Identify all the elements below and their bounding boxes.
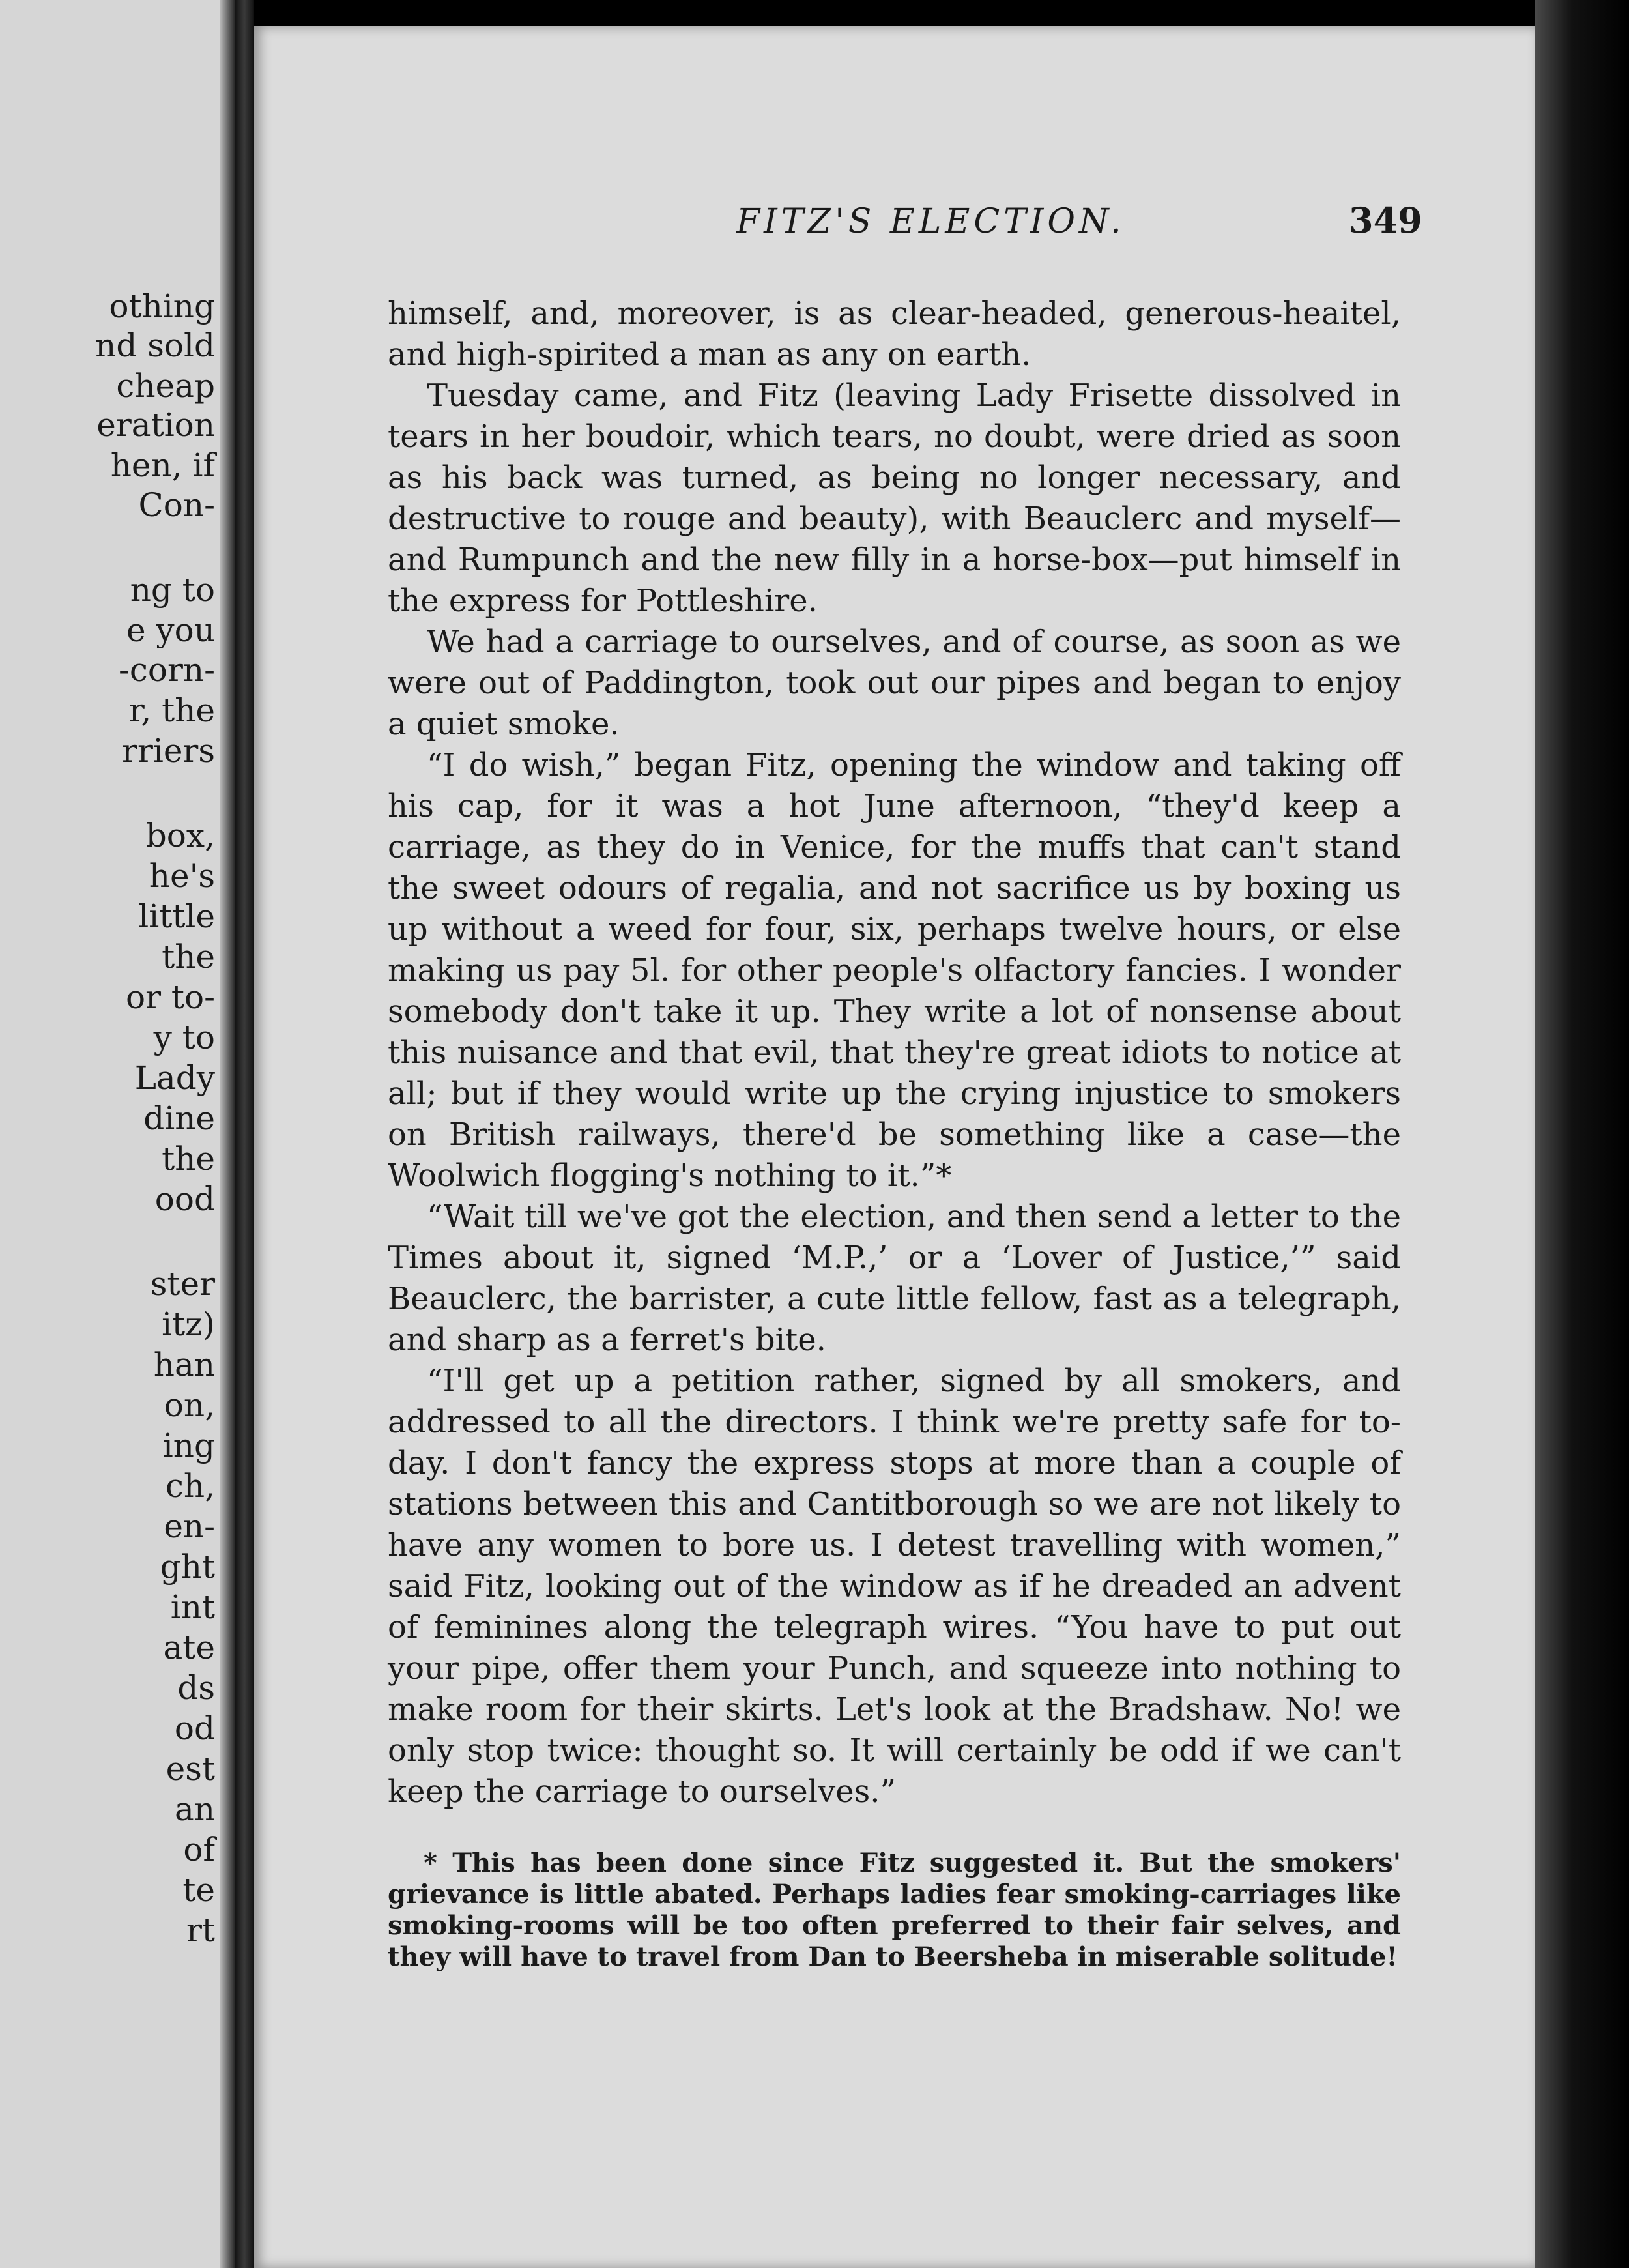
left-line: ate [163,1629,215,1666]
left-line: ing [162,1427,215,1464]
left-line: an [174,1790,215,1828]
left-line: the [162,938,215,976]
previous-page [0,0,235,2268]
left-line: te [182,1871,215,1909]
footnote: * This has been done since Fitz suggested it. But the smokers' grievance is little abated. Perhaps ladies fear smoking-carriages like smoking-rooms will be too often preferred to their fair selves, and they will have to travel from Dan to Beersheba in miserable solitude! [388,1848,1401,1972]
left-line: itz) [162,1305,215,1343]
left-line: r, the [128,691,215,729]
book-gutter [235,0,254,2268]
left-line: of [183,1831,215,1868]
left-line: othing [109,287,215,325]
paragraph: “Wait till we've got the election, and then send a letter to the Times about it, signed ‘M.P.,’ or a ‘Lover of Justice,’” said Beauclerc, the barrister, a cute little fellow, fast as a telegraph, and sharp as a ferret's bite. [388,1199,1401,1358]
left-line: eration [96,406,215,444]
left-line: en- [164,1507,215,1545]
left-line: little [138,897,215,935]
left-line: int [170,1588,215,1626]
left-line: od [174,1709,215,1747]
current-page [254,26,1535,2268]
running-head [254,199,1535,254]
left-line: est [166,1750,215,1788]
page-number: 349 [1349,199,1422,241]
paragraph: We had a carriage to ourselves, and of course, as soon as we were out of Paddington, took out our pipes and began to enjoy a quiet smoke. [388,624,1401,742]
left-line: rriers [122,732,215,770]
left-line: e you [126,611,215,649]
left-line: the [162,1140,215,1178]
left-line: ood [154,1180,215,1218]
page-fold-shadow [220,0,235,2268]
scan-border [1535,0,1629,2268]
left-line: he's [149,857,215,895]
left-line: -corn- [119,651,215,689]
left-line: rt [186,1912,215,1949]
left-line: or to- [126,978,215,1016]
left-line: Lady [134,1059,215,1097]
paragraph: Tuesday came, and Fitz (leaving Lady Frisette dissolved in tears in her boudoir, which tears, no doubt, were dried as soon as his back was turned, as being no longer necessary, and destructive to rouge and beauty), with Beauclerc and myself—and Rumpunch and the new filly in a horse-box—put himself in the express for Pottleshire. [388,377,1401,619]
left-line: box, [145,817,215,854]
left-line: ds [177,1669,215,1707]
left-line: on, [164,1386,215,1424]
left-line: Con- [138,486,215,524]
left-line: ght [160,1548,215,1586]
paragraph: “I do wish,” began Fitz, opening the window and taking off his cap, for it was a hot June afternoon, “they'd keep a carriage, as they do in Venice, for the muffs that can't stand the sweet odours of regalia, and not sacrifice us by boxing us up without a weed for four, six, perhaps twelve hours, or else making us pay 5l. for other people's olfactory fancies. I wonder somebody don't take it up. They write a lot of nonsense about this nuisance and that evil, that they're great idiots to notice at all; but if they would write up the crying injustice to smokers on British railways, there'd be something like a case—the Woolwich flogging's nothing to it.”* [388,747,1401,1194]
running-head-title: FITZ'S ELECTION. [736,202,1125,241]
paragraph: “I'll get up a petition rather, signed by all smokers, and addressed to all the directors. I think we're pretty safe for to-day. I don't fancy the express stops at more than a couple of stations between this and Cantitborough so we are not likely to have any women to bore us. I detest travelling with women,” said Fitz, looking out of the window as if he dreaded an advent of feminines along the telegraph wires. “You have to put out your pipe, offer them your Punch, and squeeze into nothing to make room for their skirts. Let's look at the Bradshaw. No! we only stop twice: thought so. It will certainly be odd if we can't keep the carriage to ourselves.” [388,1363,1401,1810]
left-line: ng to [130,571,215,609]
left-line: ster [150,1265,215,1303]
left-line: hen, if [110,446,215,484]
left-line: y to [153,1019,215,1056]
left-line: ch, [165,1467,215,1505]
left-line: nd sold [95,327,215,364]
left-line: cheap [116,367,215,405]
body-text [388,293,1401,1812]
left-line: han [153,1346,215,1384]
paragraph: himself, and, moreover, is as clear-headed, generous-heaitel, and high-spirited a man as any on earth. [388,295,1401,373]
left-line: dine [143,1099,215,1137]
